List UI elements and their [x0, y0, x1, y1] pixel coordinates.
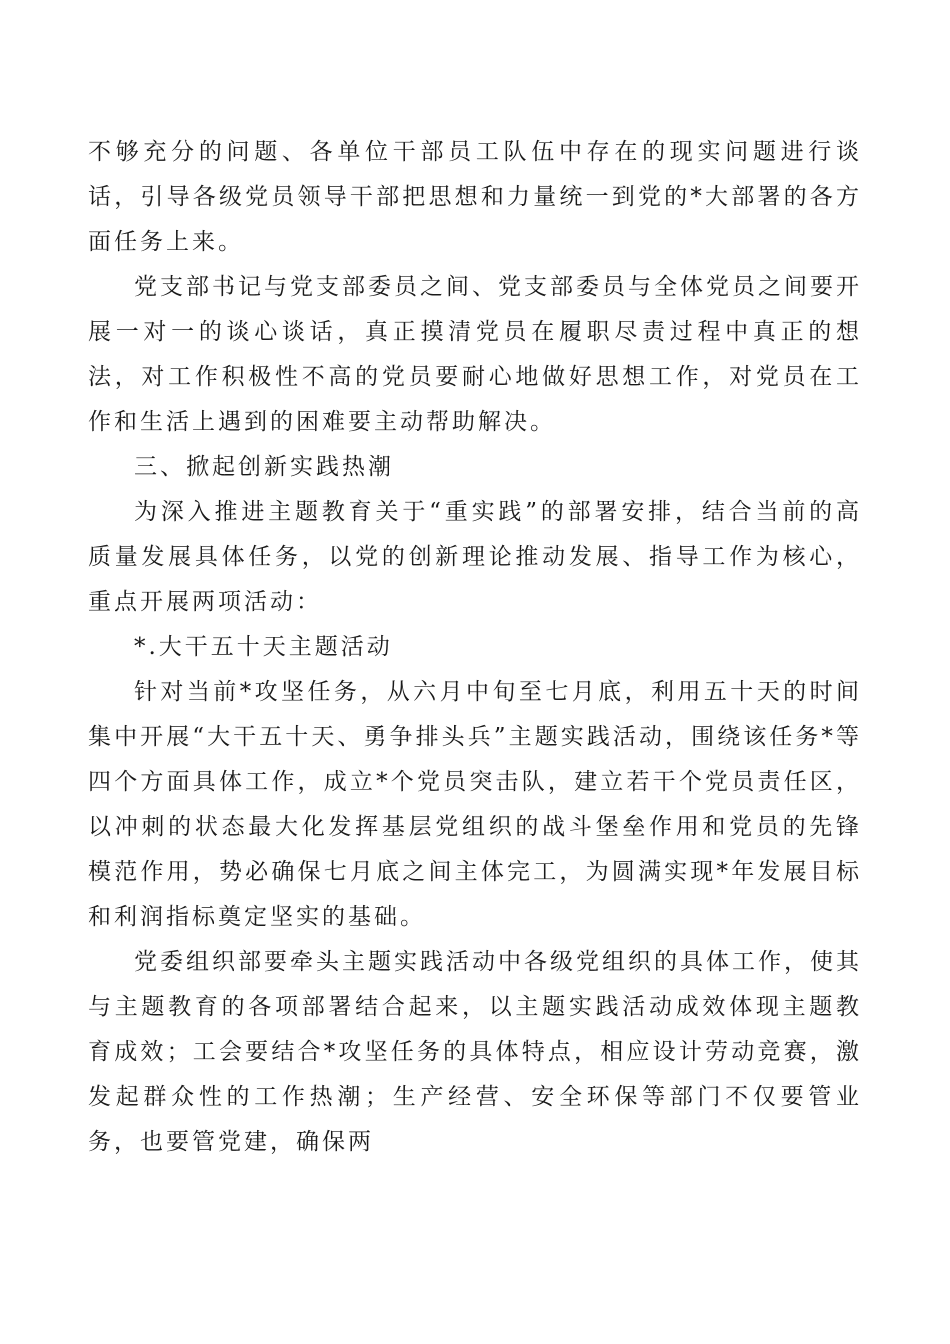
paragraph-organization: 党委组织部要牵头主题实践活动中各级党组织的具体工作，使其与主题教育的各项部署结合起来，以主题实践活动成效体现主题教育成效；工会要结合*攻坚任务的具体特点，相应设计劳动竞赛，激发起群众性的工作热潮；生产经营、安全环保等部门不仅要管业务，也要管党建，确保两 — [88, 949, 862, 1155]
paragraph-talks: 党支部书记与党支部委员之间、党支部委员与全体党员之间要开展一对一的谈心谈话，真正摸清党员在履职尽责过程中真正的想法，对工作积极性不高的党员要耐心地做好思想工作，对党员在工作和生活上遇到的困难要主动帮助解决。 — [88, 274, 862, 435]
paragraph-continuation: 不够充分的问题、各单位干部员工队伍中存在的现实问题进行谈话，引导各级党员领导干部把思想和力量统一到党的*大部署的各方面任务上来。 — [88, 139, 862, 255]
subheading-fifty-days: *.大干五十天主题活动 — [134, 634, 393, 660]
paragraph-practice-intro: 为深入推进主题教育关于“重实践”的部署安排，结合当前的高质量发展具体任务，以党的创新理论推动发展、指导工作为核心，重点开展两项活动： — [88, 499, 862, 615]
document-page — [88, 130, 862, 1165]
section-heading-three: 三、掀起创新实践热潮 — [134, 454, 394, 480]
paragraph-fifty-days: 针对当前*攻坚任务，从六月中旬至七月底，利用五十天的时间集中开展“大干五十天、勇争排头兵”主题实践活动，围绕该任务*等四个方面具体工作，成立*个党员突击队，建立若干个党员责任区，以冲刺的状态最大化发挥基层党组织的战斗堡垒作用和党员的先锋模范作用，势必确保七月底之间主体完工，为圆满实现*年发展目标和利润指标奠定坚实的基础。 — [88, 679, 862, 930]
